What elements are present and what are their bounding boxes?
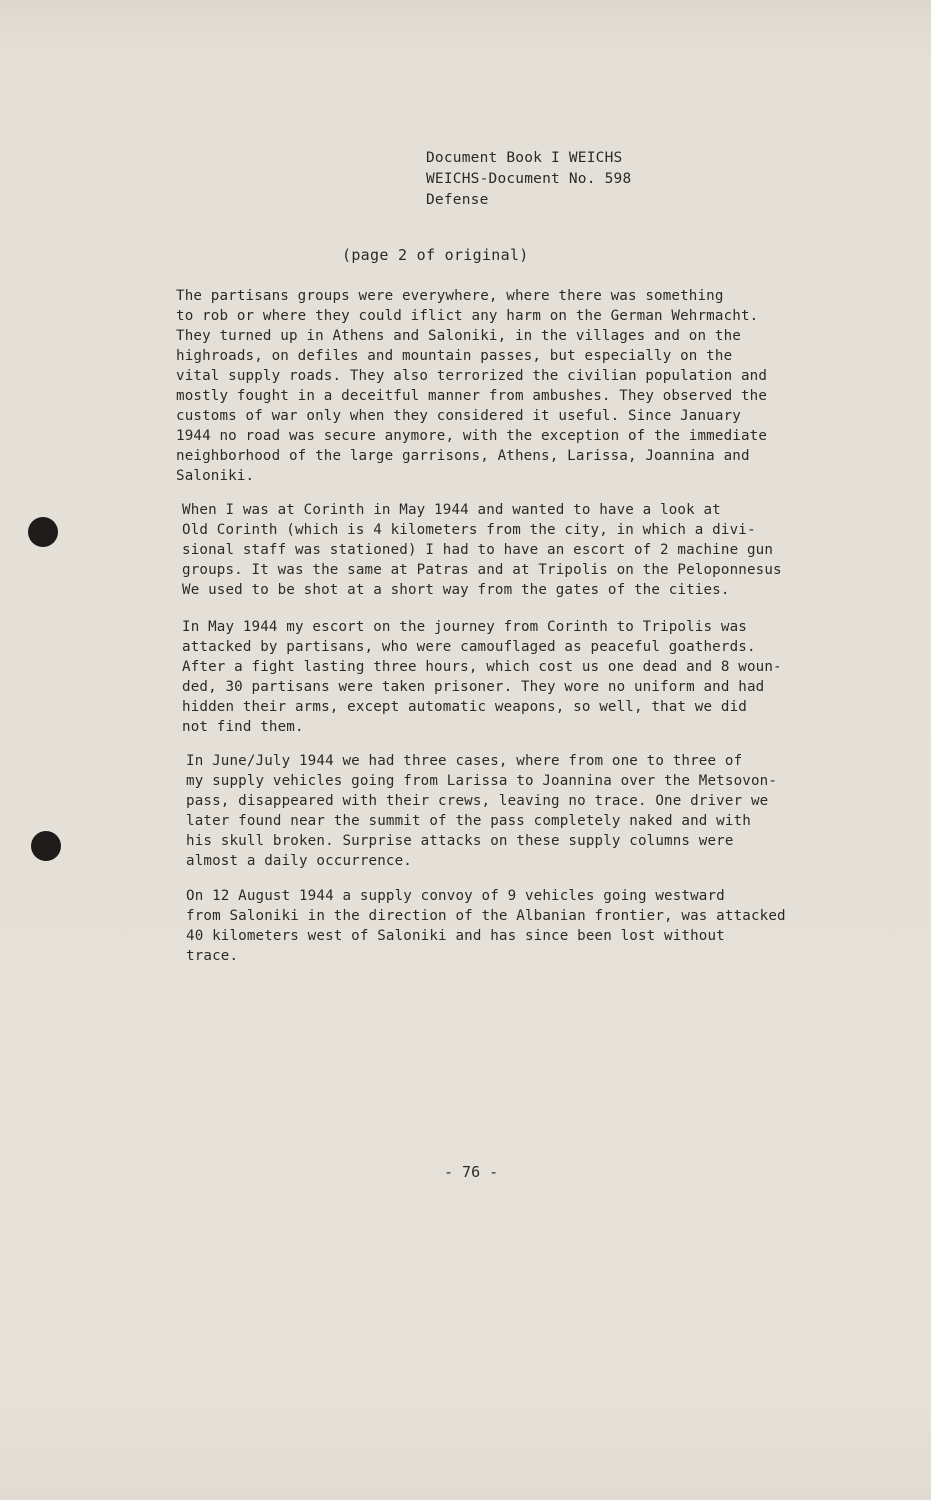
- paragraph-may-escort: [182, 617, 842, 737]
- text-line: When I was at Corinth in May 1944 and wanted to have a look at: [182, 502, 721, 518]
- header-document-number: WEICHS-Document No. 598: [426, 171, 632, 187]
- text-line: later found near the summit of the pass completely naked and with: [186, 813, 751, 829]
- text-line: Saloniki.: [176, 468, 255, 484]
- text-line: customs of war only when they considered it useful. Since January: [176, 408, 741, 424]
- text-line: We used to be shot at a short way from the gates of the cities.: [182, 582, 730, 598]
- text-line: Old Corinth (which is 4 kilometers from the city, in which a divi-: [182, 522, 756, 538]
- text-line: The partisans groups were everywhere, where there was something: [176, 288, 724, 304]
- text-line: from Saloniki in the direction of the Albanian frontier, was attacked: [186, 908, 786, 924]
- header-defense: Defense: [426, 192, 489, 208]
- page-number: - 76 -: [444, 1163, 499, 1181]
- text-line: attacked by partisans, who were camouflaged as peaceful goatherds.: [182, 639, 756, 655]
- text-line: groups. It was the same at Patras and at Tripolis on the Peloponnesus: [182, 562, 782, 578]
- text-line: vital supply roads. They also terrorized the civilian population and: [176, 368, 768, 384]
- text-line: pass, disappeared with their crews, leaving no trace. One driver we: [186, 793, 769, 809]
- text-line: After a fight lasting three hours, which cost us one dead and 8 woun-: [182, 659, 782, 675]
- text-line: my supply vehicles going from Larissa to Joannina over the Metsovon-: [186, 773, 778, 789]
- punch-hole: [28, 517, 58, 547]
- punch-hole: [31, 831, 61, 861]
- paragraph-partisan-groups: [176, 286, 836, 486]
- text-line: trace.: [186, 948, 239, 964]
- text-line: 40 kilometers west of Saloniki and has since been lost without: [186, 928, 725, 944]
- text-line: ded, 30 partisans were taken prisoner. They wore no uniform and had: [182, 679, 765, 695]
- original-page-reference: (page 2 of original): [342, 246, 529, 264]
- text-line: In June/July 1944 we had three cases, where from one to three of: [186, 753, 743, 769]
- text-line: mostly fought in a deceitful manner from ambushes. They observed the: [176, 388, 768, 404]
- paragraph-corinth: [182, 500, 842, 600]
- text-line: In May 1944 my escort on the journey from Corinth to Tripolis was: [182, 619, 747, 635]
- text-line: sional staff was stationed) I had to have an escort of 2 machine gun: [182, 542, 774, 558]
- text-line: highroads, on defiles and mountain passes, but especially on the: [176, 348, 733, 364]
- text-line: his skull broken. Surprise attacks on these supply columns were: [186, 833, 734, 849]
- paragraph-supply-vehicles: [186, 751, 846, 871]
- text-line: 1944 no road was secure anymore, with the exception of the immediate: [176, 428, 768, 444]
- paragraph-supply-convoy: [186, 886, 846, 966]
- text-line: hidden their arms, except automatic weapons, so well, that we did: [182, 699, 747, 715]
- text-line: almost a daily occurrence.: [186, 853, 412, 869]
- text-line: to rob or where they could iflict any harm on the German Wehrmacht.: [176, 308, 759, 324]
- text-line: not find them.: [182, 719, 304, 735]
- header-document-book: Document Book I WEICHS: [426, 150, 623, 166]
- text-line: They turned up in Athens and Saloniki, in the villages and on the: [176, 328, 741, 344]
- text-line: neighborhood of the large garrisons, Athens, Larissa, Joannina and: [176, 448, 750, 464]
- text-line: On 12 August 1944 a supply convoy of 9 vehicles going westward: [186, 888, 725, 904]
- document-header: [426, 148, 631, 211]
